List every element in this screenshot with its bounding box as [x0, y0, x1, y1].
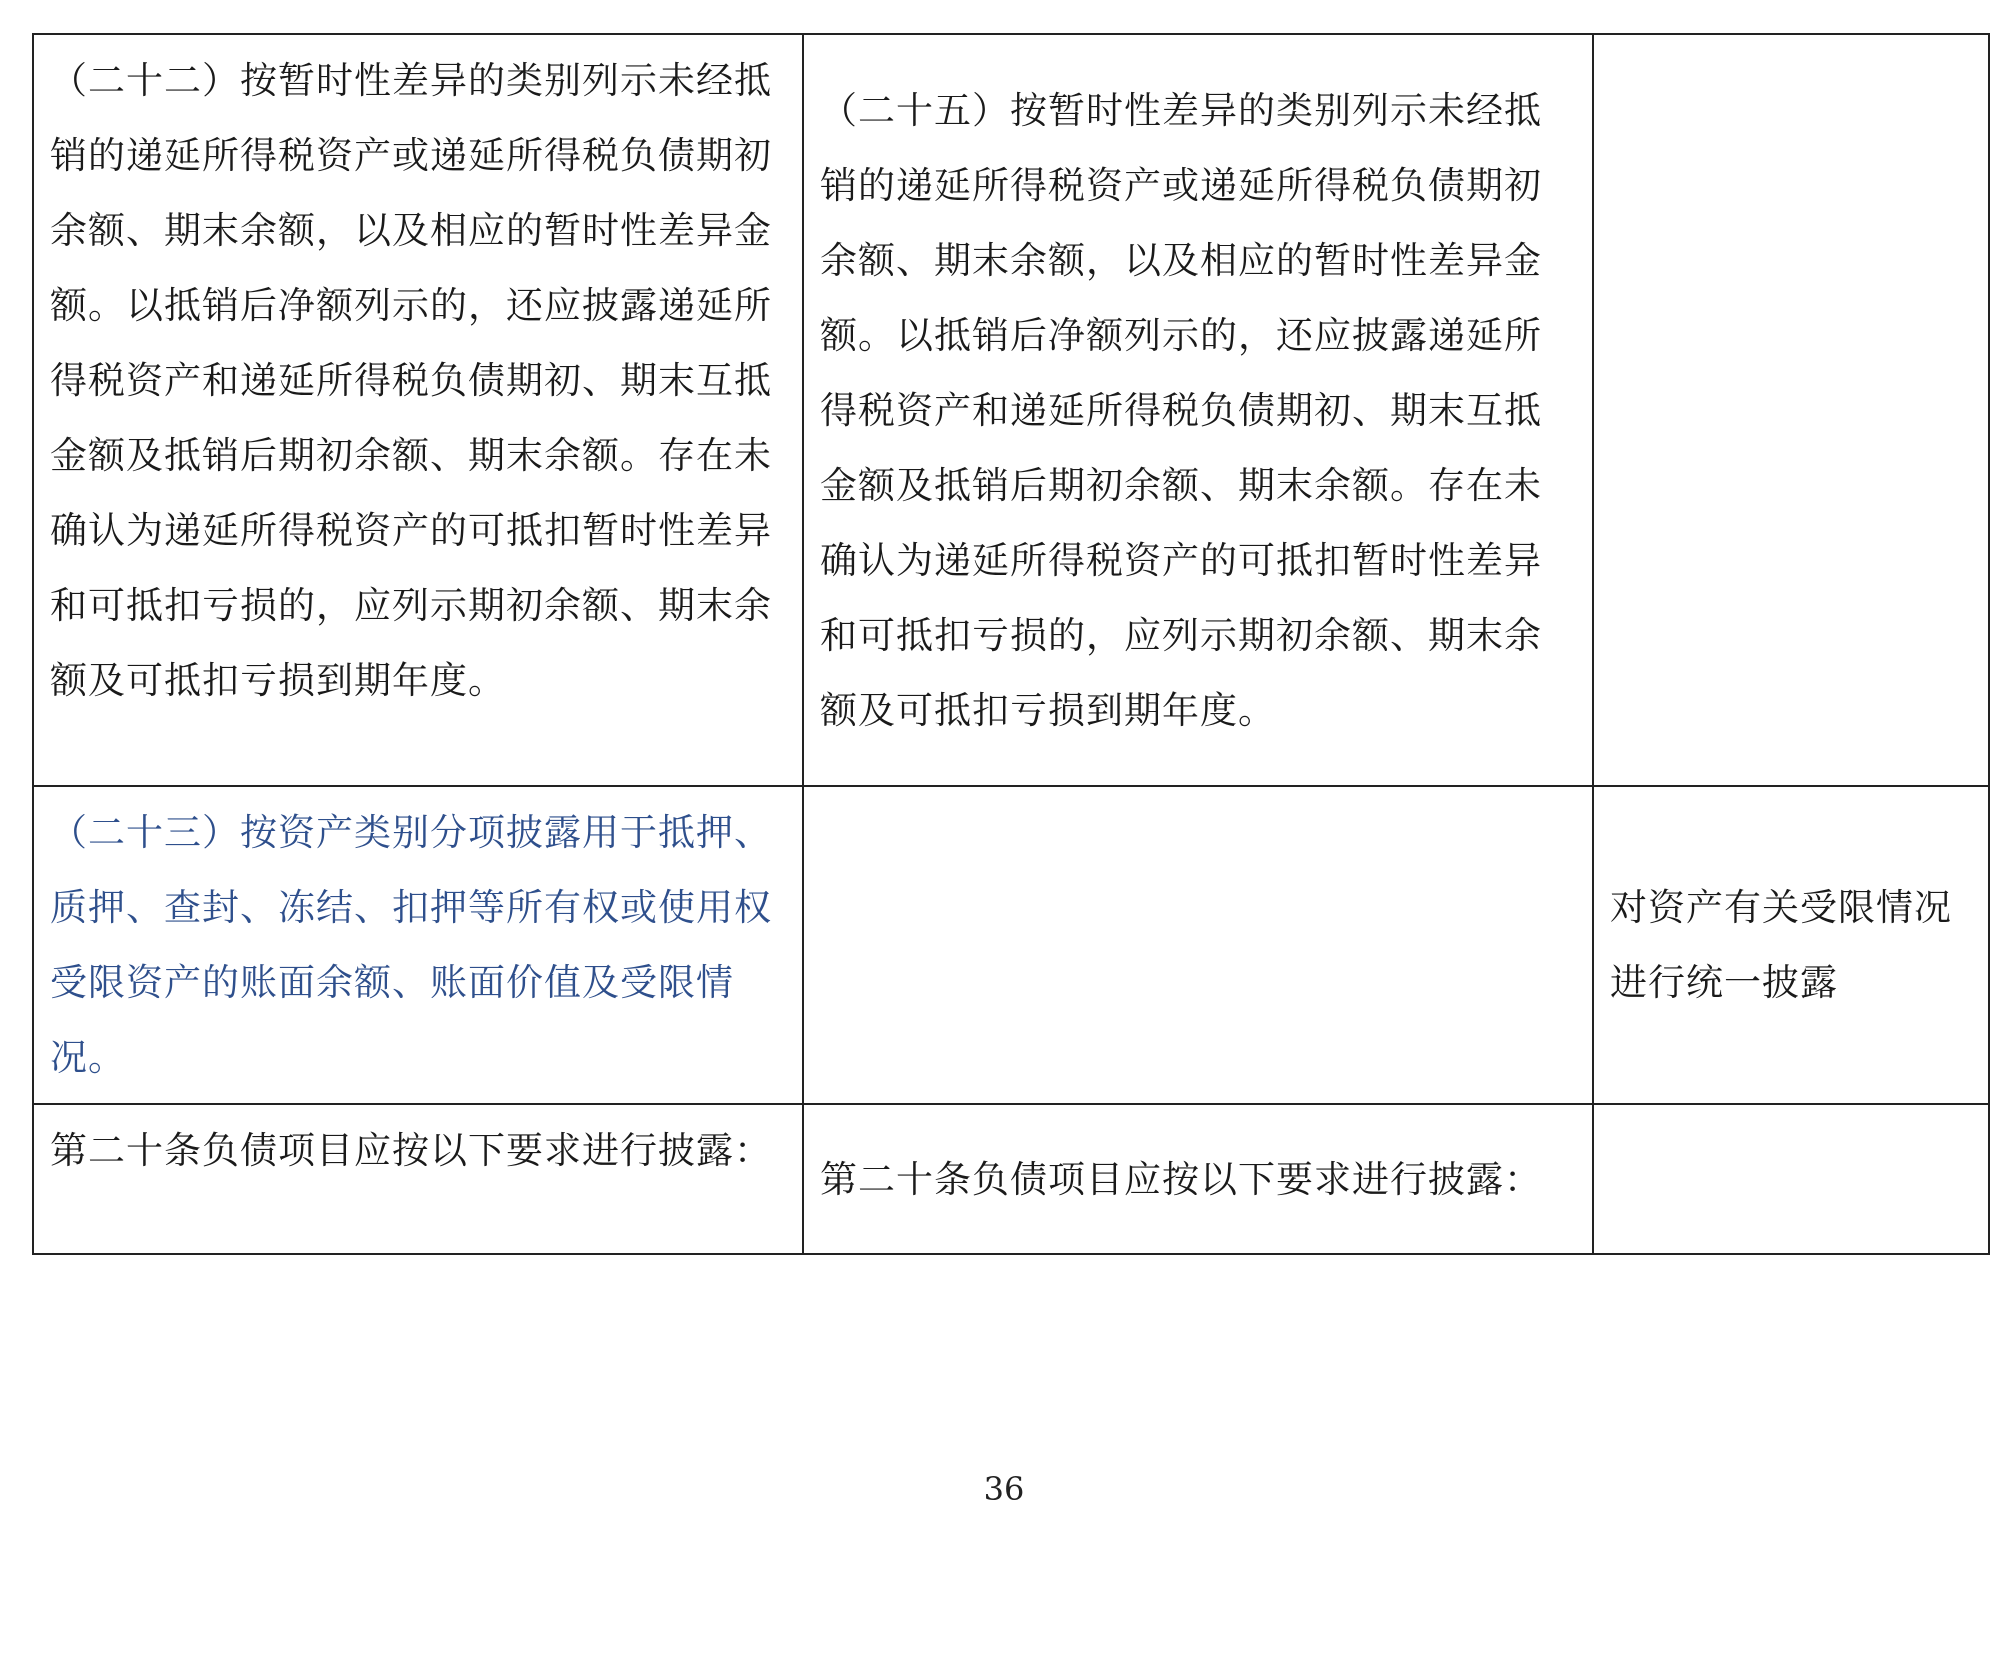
table-cell-note [1593, 34, 1989, 786]
table-row [33, 786, 1989, 1104]
comparison-table [32, 33, 1990, 1255]
table-cell-note: 对资产有关受限情况进行统一披露 [1593, 786, 1989, 1104]
table-cell-original: （二十三）按资产类别分项披露用于抵押、质押、查封、冻结、扣押等所有权或使用权受限资产的账面余额、账面价值及受限情况。 [33, 786, 803, 1104]
table-cell-note [1593, 1104, 1989, 1254]
table-cell-original: （二十二）按暂时性差异的类别列示未经抵销的递延所得税资产或递延所得税负债期初余额、期末余额，以及相应的暂时性差异金额。以抵销后净额列示的，还应披露递延所得税资产和递延所得税负债期初、期末互抵金额及抵销后期初余额、期末余额。存在未确认为递延所得税资产的可抵扣暂时性差异和可抵扣亏损的，应列示期初余额、期末余额及可抵扣亏损到期年度。 [33, 34, 803, 786]
table-cell-original: 第二十条负债项目应按以下要求进行披露： [33, 1104, 803, 1254]
table-row [33, 1104, 1989, 1254]
table-cell-revised [803, 786, 1593, 1104]
table-cell-revised: （二十五）按暂时性差异的类别列示未经抵销的递延所得税资产或递延所得税负债期初余额、期末余额，以及相应的暂时性差异金额。以抵销后净额列示的，还应披露递延所得税资产和递延所得税负债期初、期末互抵金额及抵销后期初余额、期末余额。存在未确认为递延所得税资产的可抵扣暂时性差异和可抵扣亏损的，应列示期初余额、期末余额及可抵扣亏损到期年度。 [803, 34, 1593, 786]
table-row [33, 34, 1989, 786]
page-number: 36 [983, 1470, 1025, 1508]
table-cell-revised: 第二十条负债项目应按以下要求进行披露： [803, 1104, 1593, 1254]
